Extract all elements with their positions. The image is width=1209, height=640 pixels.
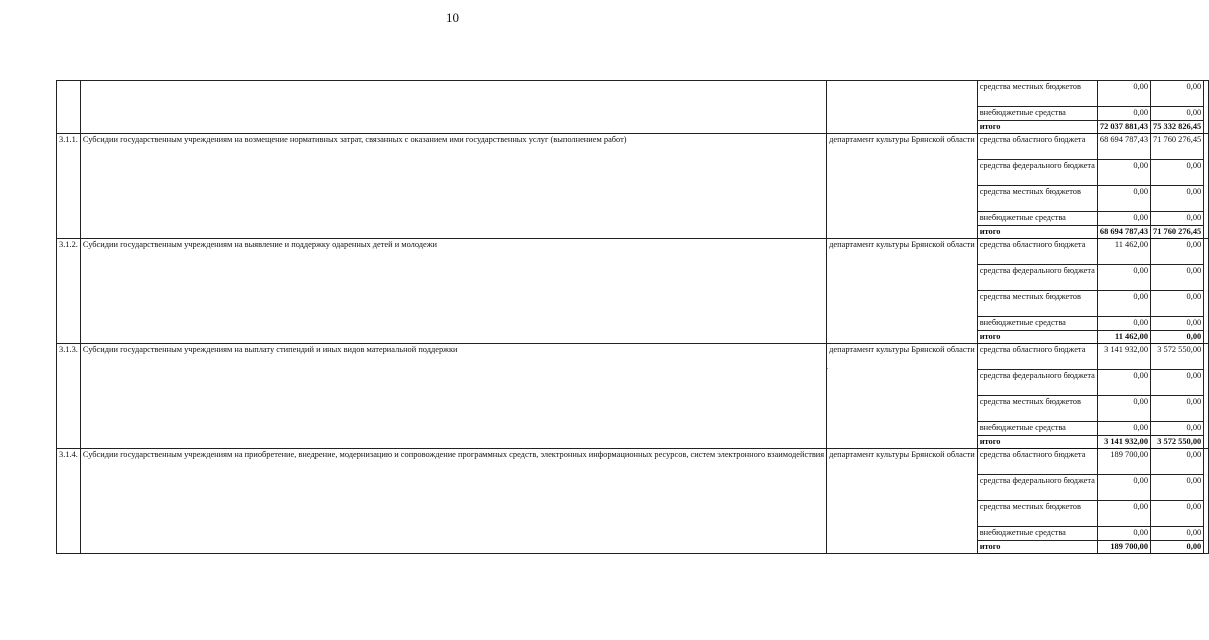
item-number-cell: 3.1.2.	[57, 239, 81, 344]
funding-source-cell: итого	[977, 330, 1097, 344]
budget-table	[56, 80, 1209, 554]
budget-table-body	[57, 81, 1209, 554]
funding-source-cell: средства областного бюджета	[977, 134, 1097, 160]
funding-source-cell: внебюджетные средства	[977, 527, 1097, 541]
funding-source-cell: средства федерального бюджета	[977, 370, 1097, 396]
item-name-cell: Субсидии государственным учреждениям на выплату стипендий и иных видов материальной поддержки	[80, 344, 826, 449]
funding-source-cell: средства местных бюджетов	[977, 396, 1097, 422]
item-number-cell	[57, 81, 81, 134]
amount-year1-cell: 0,00	[1097, 291, 1150, 317]
amount-year1-cell: 0,00	[1097, 527, 1150, 541]
amount-year2-cell: 0,00	[1151, 160, 1204, 186]
item-number-cell: 3.1.4.	[57, 449, 81, 554]
empty-column-cell	[1204, 239, 1209, 344]
amount-year2-cell: 0,00	[1151, 475, 1204, 501]
item-number-cell: 3.1.1.	[57, 134, 81, 239]
executor-cell: департамент культуры Брянской области	[827, 239, 978, 344]
funding-source-cell: средства местных бюджетов	[977, 501, 1097, 527]
funding-source-cell: средства местных бюджетов	[977, 291, 1097, 317]
funding-source-cell: средства федерального бюджета	[977, 475, 1097, 501]
empty-column-cell	[1204, 81, 1209, 134]
funding-source-cell: средства областного бюджета	[977, 344, 1097, 370]
table-row	[57, 81, 1209, 107]
funding-source-cell: средства местных бюджетов	[977, 186, 1097, 212]
amount-year2-cell: 0,00	[1151, 540, 1204, 554]
executor-cell: департамент культуры Брянской области	[827, 449, 978, 554]
amount-year1-cell: 0,00	[1097, 107, 1150, 121]
amount-year1-cell: 189 700,00	[1097, 540, 1150, 554]
funding-source-cell: итого	[977, 540, 1097, 554]
amount-year1-cell: 0,00	[1097, 212, 1150, 226]
item-name-cell	[80, 81, 826, 134]
funding-source-cell: средства федерального бюджета	[977, 160, 1097, 186]
funding-source-cell: средства областного бюджета	[977, 449, 1097, 475]
funding-source-cell: внебюджетные средства	[977, 107, 1097, 121]
executor-cell: департамент культуры Брянской области	[827, 344, 978, 449]
amount-year1-cell: 0,00	[1097, 422, 1150, 436]
amount-year2-cell: 0,00	[1151, 330, 1204, 344]
funding-source-cell: средства местных бюджетов	[977, 81, 1097, 107]
funding-source-cell: внебюджетные средства	[977, 422, 1097, 436]
amount-year2-cell: 0,00	[1151, 370, 1204, 396]
amount-year1-cell: 3 141 932,00	[1097, 435, 1150, 449]
amount-year2-cell: 3 572 550,00	[1151, 344, 1204, 370]
executor-cell	[827, 81, 978, 134]
amount-year2-cell: 0,00	[1151, 527, 1204, 541]
amount-year2-cell: 3 572 550,00	[1151, 435, 1204, 449]
funding-source-cell: итого	[977, 435, 1097, 449]
item-name-cell: Субсидии государственным учреждениям на приобретение, внедрение, модернизацию и сопровождение программных средств, электронных информационных ресурсов, систем электронного взаимодействия	[80, 449, 826, 554]
amount-year1-cell: 0,00	[1097, 475, 1150, 501]
amount-year2-cell: 0,00	[1151, 186, 1204, 212]
amount-year2-cell: 75 332 826,45	[1151, 120, 1204, 134]
amount-year1-cell: 0,00	[1097, 186, 1150, 212]
amount-year2-cell: 0,00	[1151, 422, 1204, 436]
empty-column-cell	[1204, 134, 1209, 239]
amount-year1-cell: 0,00	[1097, 160, 1150, 186]
page-number: 10	[446, 10, 459, 25]
amount-year1-cell: 68 694 787,43	[1097, 134, 1150, 160]
amount-year1-cell: 0,00	[1097, 370, 1150, 396]
funding-source-cell: средства областного бюджета	[977, 239, 1097, 265]
empty-column-cell	[1204, 449, 1209, 554]
amount-year1-cell: 0,00	[1097, 501, 1150, 527]
table-row	[57, 134, 1209, 160]
amount-year2-cell: 0,00	[1151, 501, 1204, 527]
amount-year2-cell: 0,00	[1151, 107, 1204, 121]
funding-source-cell: итого	[977, 120, 1097, 134]
amount-year1-cell: 11 462,00	[1097, 330, 1150, 344]
item-name-cell: Субсидии государственным учреждениям на выявление и поддержку одаренных детей и молодежи	[80, 239, 826, 344]
amount-year2-cell: 0,00	[1151, 317, 1204, 331]
amount-year2-cell: 0,00	[1151, 449, 1204, 475]
table-row	[57, 344, 1209, 370]
amount-year1-cell: 0,00	[1097, 396, 1150, 422]
funding-source-cell: средства федерального бюджета	[977, 265, 1097, 291]
amount-year1-cell: 72 037 881,43	[1097, 120, 1150, 134]
amount-year2-cell: 0,00	[1151, 81, 1204, 107]
amount-year2-cell: 0,00	[1151, 265, 1204, 291]
amount-year2-cell: 71 760 276,45	[1151, 134, 1204, 160]
amount-year1-cell: 3 141 932,00	[1097, 344, 1150, 370]
amount-year1-cell: 0,00	[1097, 265, 1150, 291]
funding-source-cell: внебюджетные средства	[977, 317, 1097, 331]
amount-year1-cell: 189 700,00	[1097, 449, 1150, 475]
item-number-cell: 3.1.3.	[57, 344, 81, 449]
funding-source-cell: итого	[977, 225, 1097, 239]
amount-year1-cell: 68 694 787,43	[1097, 225, 1150, 239]
funding-source-cell: внебюджетные средства	[977, 212, 1097, 226]
item-name-cell: Субсидии государственным учреждениям на возмещение нормативных затрат, связанных с оказанием ими государственных услуг (выполнением работ)	[80, 134, 826, 239]
amount-year1-cell: 0,00	[1097, 317, 1150, 331]
amount-year2-cell: 71 760 276,45	[1151, 225, 1204, 239]
executor-cell: департамент культуры Брянской области	[827, 134, 978, 239]
table-row	[57, 239, 1209, 265]
amount-year2-cell: 0,00	[1151, 212, 1204, 226]
stray-mark: .	[826, 361, 829, 371]
amount-year1-cell: 11 462,00	[1097, 239, 1150, 265]
amount-year2-cell: 0,00	[1151, 396, 1204, 422]
table-row	[57, 449, 1209, 475]
amount-year2-cell: 0,00	[1151, 291, 1204, 317]
amount-year1-cell: 0,00	[1097, 81, 1150, 107]
empty-column-cell	[1204, 344, 1209, 449]
amount-year2-cell: 0,00	[1151, 239, 1204, 265]
